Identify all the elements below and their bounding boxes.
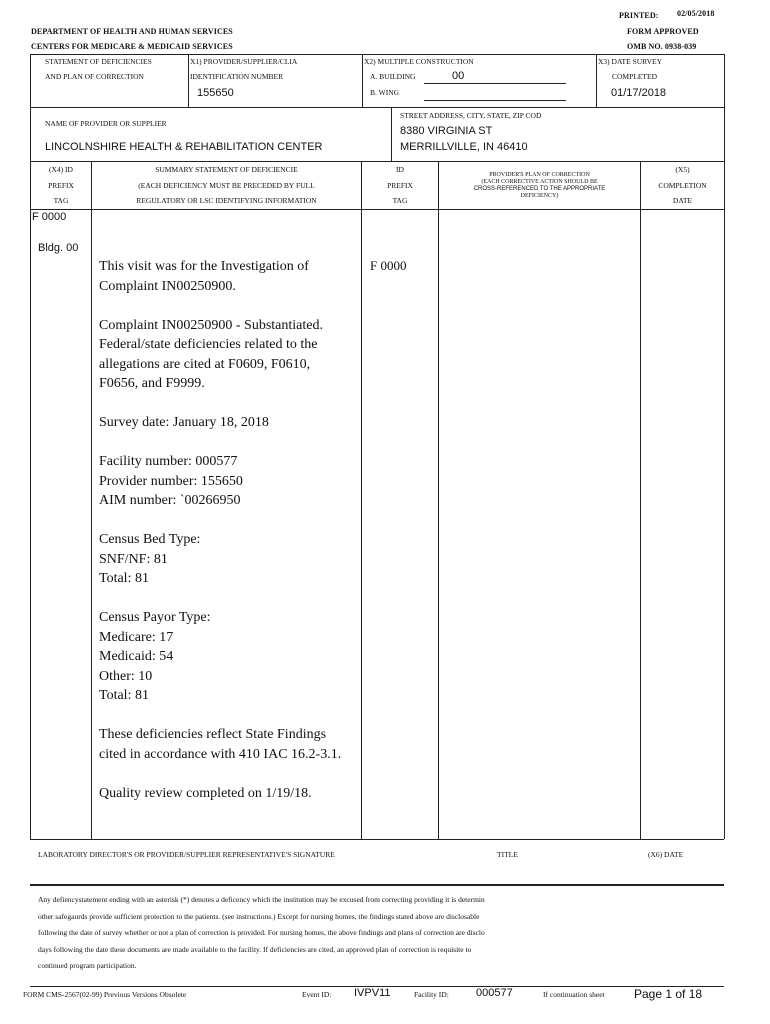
- provider-name: LINCOLNSHIRE HEALTH & REHABILITATION CENTER: [45, 141, 323, 153]
- summary-line: Facility number: 000577: [99, 454, 238, 469]
- x1-label-1: X1) PROVIDER/SUPPLIER/CLIA: [190, 57, 298, 66]
- form-approved: FORM APPROVED: [627, 27, 699, 36]
- summary-line: Survey date: January 18, 2018: [99, 415, 269, 430]
- statement-label-1: STATEMENT OF DEFICIENCIES: [45, 57, 152, 66]
- summary-header-1: SUMMARY STATEMENT OF DEFICIENCIE: [155, 165, 298, 174]
- agency-line-2: CENTERS FOR MEDICARE & MEDICAID SERVICES: [31, 42, 233, 51]
- summary-line: Quality review completed on 1/19/18.: [99, 785, 312, 801]
- summary-line: Complaint IN00250900.: [99, 278, 236, 294]
- summary-statement: [99, 257, 341, 803]
- id-header-3: TAG: [392, 196, 408, 205]
- x6-date-label: (X6) DATE: [648, 850, 684, 859]
- plan-header-3: CROSS-REFERENCED TO THE APPROPRIATE: [473, 186, 606, 192]
- summary-line: Provider number: 155650: [99, 473, 243, 489]
- x3-date-value: 01/17/2018: [611, 87, 667, 99]
- disclaimer-line: other safegaurds provide sufficient protection to the patients. (see instructions.) Except for nursing homes, the findings stated above are disclosable: [38, 911, 480, 921]
- plan-id-tag: F 0000: [370, 258, 407, 273]
- x1-label-2: IDENTIFICATION NUMBER: [190, 72, 284, 81]
- building-number: Bldg. 00: [38, 242, 79, 254]
- address-city: MERRILLVILLE, IN 46410: [400, 141, 528, 153]
- printed-date: 02/05/2018: [677, 9, 715, 18]
- x4-header-2: PREFIX: [48, 181, 74, 190]
- event-id-value: IVPV11: [354, 987, 391, 999]
- x5-header-2: COMPLETION: [658, 181, 707, 190]
- omb-number: OMB NO. 0938-039: [627, 42, 697, 51]
- printed-label: PRINTED:: [619, 11, 659, 20]
- deficiency-tag: F 0000: [32, 211, 67, 223]
- summary-line: Complaint IN00250900 - Substantiated.: [99, 317, 323, 333]
- x2-building-value: 00: [452, 70, 465, 82]
- event-id-label: Event ID:: [302, 990, 332, 999]
- x4-header-1: (X4) ID: [49, 165, 73, 174]
- summary-line: Federal/state deficiencies related to the: [99, 337, 318, 352]
- summary-line: These deficiencies reflect State Findings: [99, 727, 327, 742]
- x2-label: X2) MULTIPLE CONSTRUCTION: [364, 57, 474, 66]
- plan-header-4: DEFICIENCY): [520, 193, 559, 199]
- summary-line: Census Bed Type:: [99, 532, 201, 547]
- summary-header-3: REGULATORY OR LSC IDENTIFYING INFORMATION: [136, 196, 317, 205]
- summary-line: F0656, and F9999.: [99, 376, 205, 391]
- summary-line: Census Payor Type:: [99, 610, 211, 625]
- x5-header-1: (X5): [675, 165, 690, 174]
- x3-label-1: X3) DATE SURVEY: [598, 57, 662, 66]
- x2-building-label: A. BUILDING: [370, 72, 416, 81]
- summary-line: cited in accordance with 410 IAC 16.2-3.1.: [99, 746, 342, 762]
- summary-header-2: (EACH DEFICIENCY MUST BE PRECEDED BY FULL: [138, 181, 315, 190]
- plan-header-2: (EACH CORRECTIVE ACTION SHOULD BE: [481, 179, 598, 185]
- signature-label: LABORATORY DIRECTOR'S OR PROVIDER/SUPPLIER REPRESENTATIVE'S SIGNATURE: [38, 850, 335, 859]
- address-label: STREET ADDRESS, CITY, STATE, ZIP COD: [400, 111, 542, 120]
- summary-line: Medicare: 17: [99, 629, 174, 645]
- disclaimer-line: following the date of survey whether or not a plan of correction is provided. For nursing homes, the above findings and plans of correction are disclo: [38, 928, 485, 937]
- provider-name-label: NAME OF PROVIDER OR SUPPLIER: [45, 119, 167, 128]
- summary-line: Medicaid: 54: [99, 649, 174, 664]
- x2-wing-label: B. WING: [370, 88, 400, 97]
- disclaimer-line: days following the date these documents are made available to the facility. If deficiencies are cited, an approved plan of correction is requisite to: [38, 944, 472, 954]
- summary-line: Other: 10: [99, 668, 153, 684]
- summary-line: AIM number: `00266950: [99, 493, 241, 508]
- plan-header-1: PROVIDER'S PLAN OF CORRECTION: [489, 172, 590, 178]
- summary-line: SNF/NF: 81: [99, 551, 168, 567]
- id-header-1: ID: [396, 165, 404, 174]
- statement-label-2: AND PLAN OF CORRECTION: [45, 72, 144, 81]
- continuation-label: If continuation sheet: [543, 990, 605, 999]
- address-street: 8380 VIRGINIA ST: [400, 125, 493, 137]
- facility-id-label: Facility ID:: [414, 990, 449, 999]
- agency-line-1: DEPARTMENT OF HEALTH AND HUMAN SERVICES: [31, 27, 233, 36]
- x1-provider-number: 155650: [197, 87, 234, 99]
- summary-line: Total: 81: [99, 688, 149, 703]
- disclaimer-line: Any defiencystatement ending with an asterisk (*) denotes a deficency which the institution may be excused from correcting providing it is determin: [38, 895, 485, 904]
- id-header-2: PREFIX: [387, 181, 413, 190]
- summary-line: allegations are cited at F0609, F0610,: [99, 356, 311, 372]
- title-label: TITLE: [497, 850, 518, 859]
- x4-header-3: TAG: [53, 196, 69, 205]
- facility-id-value: 000577: [476, 987, 513, 999]
- form-number: FORM CMS-2567(02-99) Previous Versions Obsolete: [23, 990, 187, 999]
- page-number: Page 1 of 18: [634, 987, 703, 1001]
- disclaimer-line: continued program participation.: [38, 961, 137, 970]
- summary-line: This visit was for the Investigation of: [99, 259, 309, 274]
- x5-header-3: DATE: [672, 196, 693, 205]
- x3-label-2: COMPLETED: [612, 72, 657, 81]
- disclaimer: [38, 892, 485, 975]
- summary-line: Total: 81: [99, 571, 149, 586]
